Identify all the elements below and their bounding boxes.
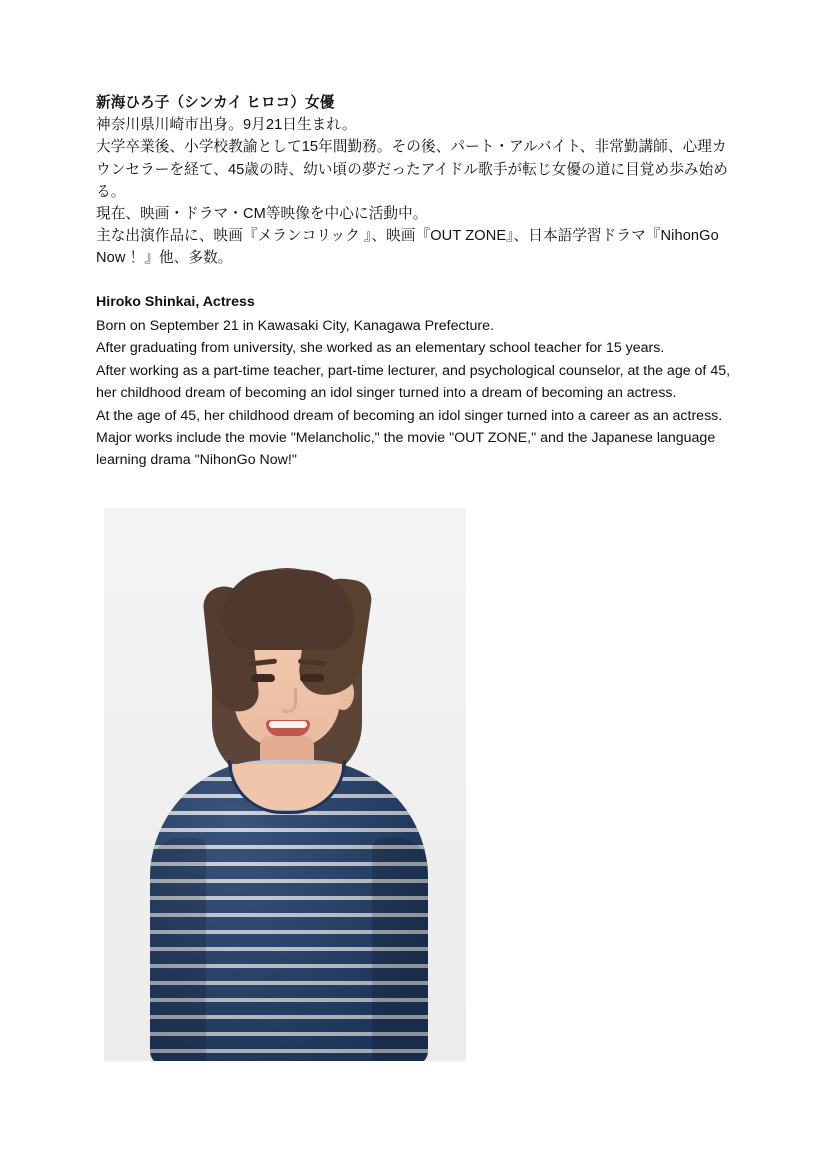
english-heading: Hiroko Shinkai, Actress bbox=[96, 294, 255, 311]
eye-right-shape bbox=[300, 674, 324, 682]
arm-right-shading bbox=[372, 838, 428, 1061]
portrait-photo bbox=[104, 508, 466, 1061]
eye-left-shape bbox=[251, 674, 275, 682]
hair-front-shape bbox=[222, 570, 354, 650]
english-line-5: Major works include the movie "Melancholic," the movie "OUT ZONE," and the Japanese language learning drama "NihonGo Now!" bbox=[96, 430, 716, 469]
photo-canvas bbox=[104, 508, 466, 1061]
japanese-heading: 新海ひろ子（シンカイ ヒロコ）女優 bbox=[96, 95, 335, 111]
english-profile bbox=[96, 291, 736, 472]
japanese-line-4: 主な出演作品に、映画『メランコリック 』、映画『OUT ZONE』、日本語学習ドラマ『NihonGo Now ！』他、多数。 bbox=[96, 228, 719, 267]
english-line-1: Born on September 21 in Kawasaki City, Kanagawa Prefecture. bbox=[96, 317, 494, 334]
japanese-line-1: 神奈川県川崎市出身。9月21日生まれ。 bbox=[96, 117, 357, 134]
nose-shape bbox=[282, 688, 297, 713]
japanese-line-3: 現在、映画・ドラマ・CM等映像を中心に活動中。 bbox=[96, 205, 428, 222]
mouth-shape bbox=[266, 720, 310, 736]
arm-left-shading bbox=[150, 838, 206, 1061]
english-line-4: At the age of 45, her childhood dream of becoming an idol singer turned into a career as an actress. bbox=[96, 407, 723, 424]
japanese-line-2: 大学卒業後、小学校教諭として15年間勤務。その後、パート・アルバイト、非常勤講師、心理カウンセラーを経て、45歳の時、幼い頃の夢だったアイドル歌手が転じ女優の道に目覚め歩み始める。 bbox=[96, 139, 728, 200]
english-line-2: After graduating from university, she worked as an elementary school teacher for 15 years. bbox=[96, 340, 665, 357]
teeth-shape bbox=[269, 721, 307, 728]
japanese-profile bbox=[96, 92, 736, 269]
profile-text-block bbox=[96, 92, 736, 472]
english-line-3: After working as a part-time teacher, part-time lecturer, and psychological counselor, at the age of 45, her childhood dream of becoming an idol singer turned into a dream of becoming an actress. bbox=[96, 362, 731, 402]
